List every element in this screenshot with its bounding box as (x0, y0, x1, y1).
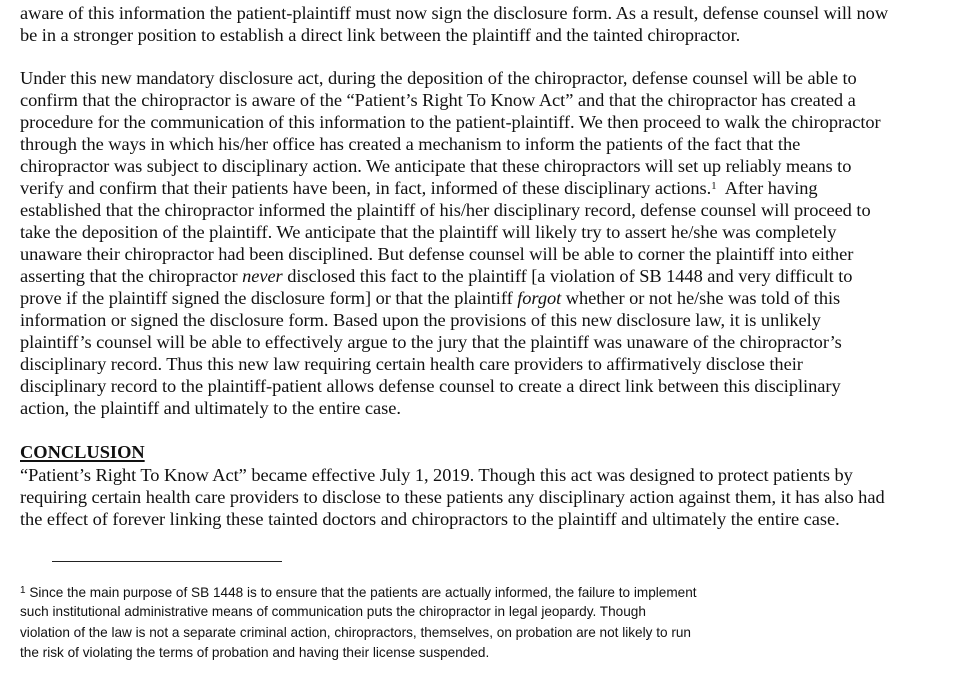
text-line: aware of this information the patient-plaintiff must now sign the disclosure form. As a result, defense counsel will now (20, 3, 889, 23)
emphasis-text: forgot (517, 288, 562, 308)
text-line: the effect of forever linking these tainted doctors and chiropractors to the plaintiff and ultimately the entire case. (20, 509, 840, 529)
text-segment: asserting that the chiropractor (20, 266, 243, 286)
text-line: unaware their chiropractor had been disciplined. But defense counsel will be able to corner the plaintiff into either (20, 244, 854, 264)
text-line: Under this new mandatory disclosure act, during the deposition of the chiropractor, defense counsel will be able to (20, 68, 857, 88)
emphasis-text: never (242, 266, 283, 286)
text-line: confirm that the chiropractor is aware of the “Patient’s Right To Know Act” and that the chiropractor has created a (20, 90, 856, 110)
text-line: requiring certain health care providers to disclose to these patients any disciplinary action against them, it has also had (20, 487, 885, 507)
footnote-separator (52, 561, 282, 562)
text-line: “Patient’s Right To Know Act” became effective July 1, 2019. Though this act was designed to protect patients by (20, 465, 853, 485)
paragraph-1 (20, 2, 888, 46)
text-segment: Since the main purpose of SB 1448 is to ensure that the patients are actually informed, the failure to implement (25, 585, 697, 600)
text-line: procedure for the communication of this information to the patient-plaintiff. We then proceed to walk the chiropractor (20, 112, 881, 132)
text-segment: disclosed this fact to the plaintiff [a violation of SB 1448 and very difficult to (282, 266, 853, 286)
conclusion-heading: CONCLUSION (20, 442, 145, 462)
text-segment: whether or not he/she was told of this (561, 288, 841, 308)
text-line: information or signed the disclosure form. Based upon the provisions of this new disclosure law, it is unlikely (20, 310, 821, 330)
footnote-line: the risk of violating the terms of probation and having their license suspended. (20, 645, 490, 660)
footnote-line: such institutional administrative means of communication puts the chiropractor in legal jeopardy. Though (20, 604, 646, 619)
text-line (20, 265, 881, 287)
text-line: plaintiff’s counsel will be able to effectively argue to the jury that the plaintiff was unaware of the chiropractor’s (20, 332, 842, 352)
text-segment: verify and confirm that their patients have been, in fact, informed of these disciplinary actions. (20, 178, 712, 198)
text-line: action, the plaintiff and ultimately to the entire case. (20, 398, 401, 418)
footnote-reference[interactable]: 1 (711, 180, 717, 192)
text-line: chiropractor was subject to disciplinary action. We anticipate that these chiropractors will set up reliably means to (20, 156, 852, 176)
text-line: through the ways in which his/her office has created a mechanism to inform the patients of the fact that the (20, 134, 801, 154)
conclusion-paragraph (20, 464, 885, 530)
text-segment: After having (716, 178, 818, 198)
footnote-line (20, 584, 697, 601)
footnote-line: violation of the law is not a separate criminal action, chiropractors, themselves, on probation are not likely to run (20, 625, 691, 640)
text-line (20, 287, 881, 309)
text-line: take the deposition of the plaintiff. We anticipate that the plaintiff will likely try to assert he/she was completely (20, 222, 837, 242)
text-line: disciplinary record to the plaintiff-patient allows defense counsel to create a direct link between this disciplinary (20, 376, 841, 396)
paragraph-2 (20, 67, 881, 419)
text-line (20, 177, 881, 199)
footnote (20, 584, 697, 662)
text-segment: prove if the plaintiff signed the disclosure form] or that the plaintiff (20, 288, 518, 308)
footnote-marker: 1 (20, 585, 26, 596)
text-line: be in a stronger position to establish a direct link between the plaintiff and the tainted chiropractor. (20, 25, 741, 45)
text-line: established that the chiropractor informed the plaintiff of his/her disciplinary record, defense counsel will proceed to (20, 200, 871, 220)
text-line: disciplinary record. Thus this new law requiring certain health care providers to affirmatively disclose their (20, 354, 803, 374)
